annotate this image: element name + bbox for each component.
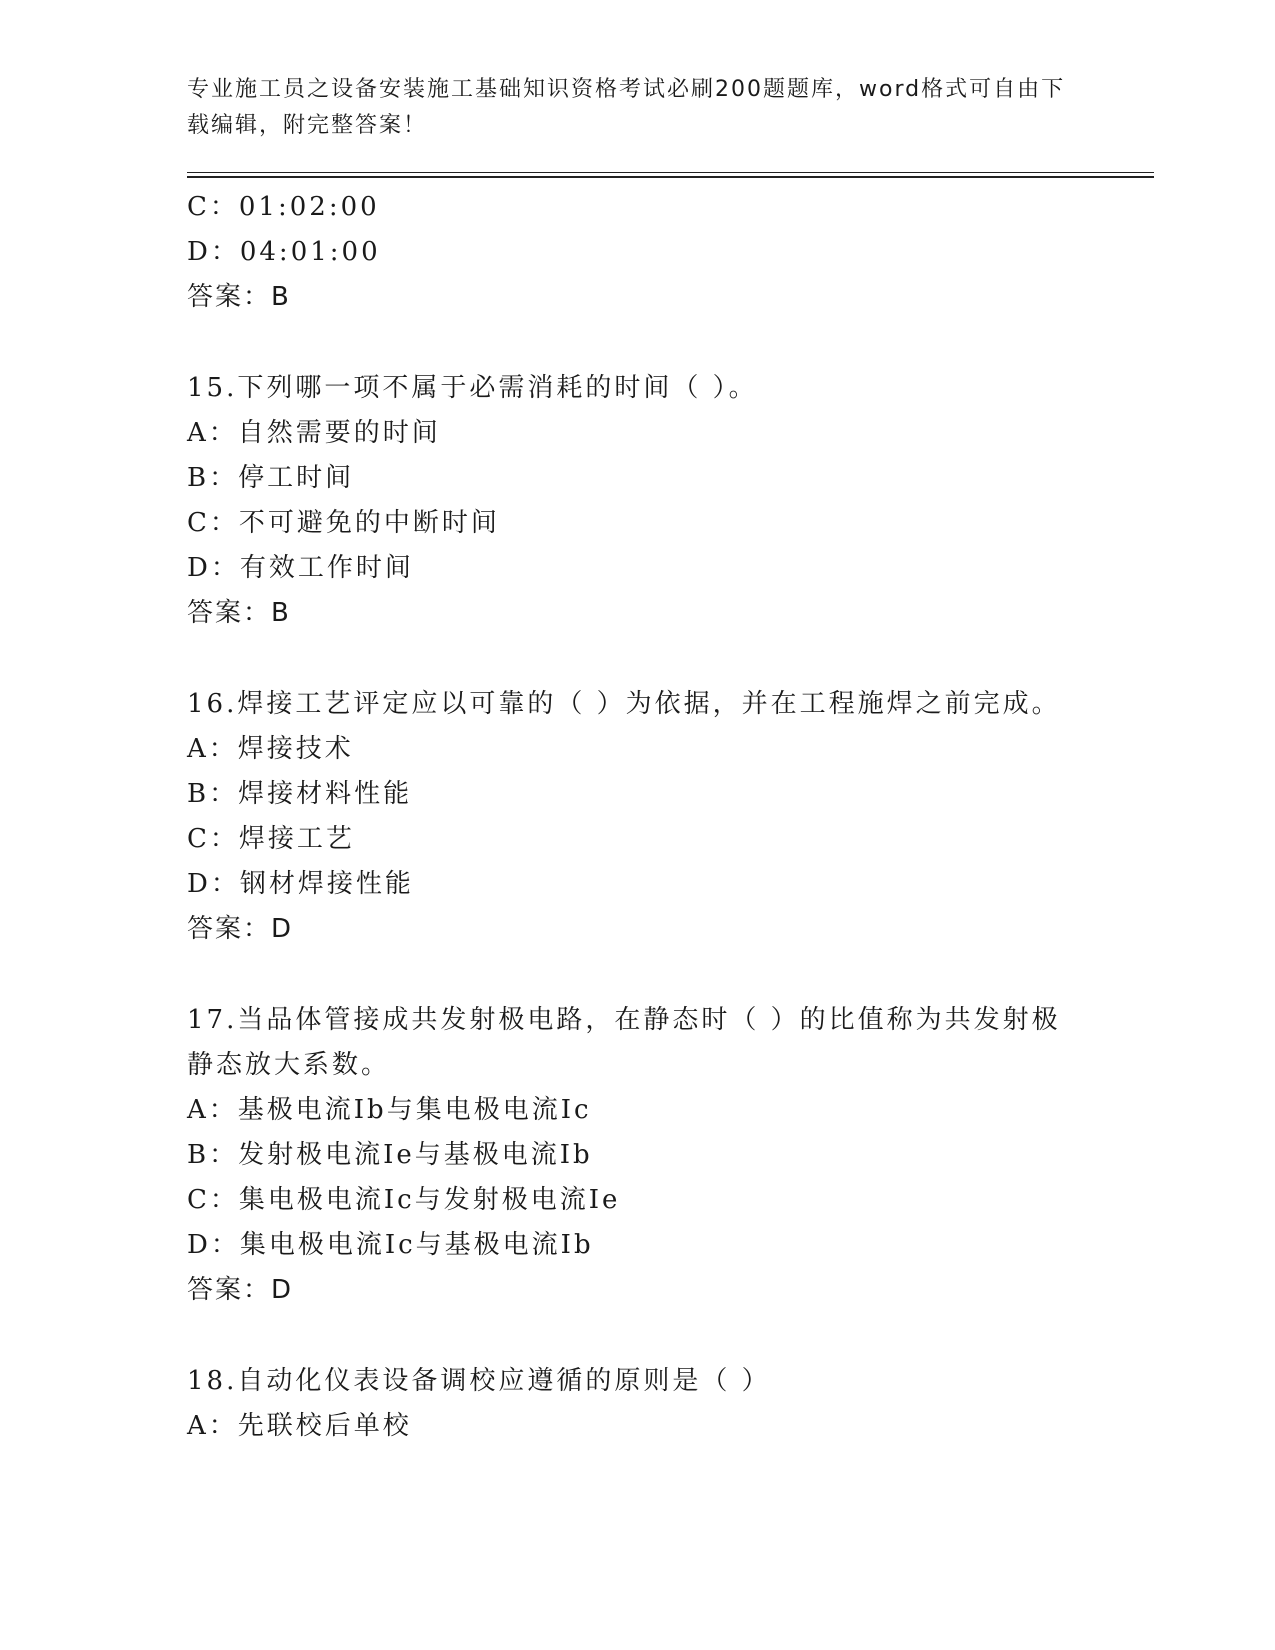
option-c: C：01:02:00	[187, 192, 380, 222]
option-b: B：发射极电流Ie与基极电流Ib	[187, 1140, 593, 1170]
question-15: 15.下列哪一项不属于必需消耗的时间（ ）。	[187, 373, 758, 403]
header-rule-thick	[187, 176, 1154, 178]
question-16: 16.焊接工艺评定应以可靠的（ ）为依据，并在工程施焊之前完成。	[187, 689, 1061, 719]
option-b: B：停工时间	[187, 463, 355, 493]
option-c: C：不可避免的中断时间	[187, 508, 500, 538]
option-a: A：焊接技术	[187, 734, 354, 764]
option-b: B：焊接材料性能	[187, 779, 413, 809]
option-d: D：04:01:00	[187, 237, 381, 267]
answer: 答案：B	[187, 598, 291, 628]
question-18: 18.自动化仪表设备调校应遵循的原则是（ ）	[187, 1366, 771, 1396]
answer: 答案：D	[187, 1275, 294, 1305]
answer: 答案：D	[187, 914, 294, 944]
document-header: 专业施工员之设备安装施工基础知识资格考试必刷200题题库，word格式可自由下载编辑，附完整答案！	[187, 77, 1066, 138]
question-17: 17.当品体管接成共发射极电路，在静态时（ ）的比值称为共发射极	[187, 1005, 1061, 1035]
answer: 答案：B	[187, 282, 291, 312]
header-rule-thin	[187, 172, 1154, 173]
question-17-cont: 静态放大系数。	[187, 1050, 391, 1080]
option-a: A：基极电流Ib与集电极电流Ic	[187, 1095, 592, 1125]
option-d: D：钢材焊接性能	[187, 869, 414, 899]
option-d: D：有效工作时间	[187, 553, 414, 583]
option-a: A：自然需要的时间	[187, 418, 441, 448]
option-a: A：先联校后单校	[187, 1411, 412, 1441]
option-d: D：集电极电流Ic与基极电流Ib	[187, 1230, 594, 1260]
option-c: C：集电极电流Ic与发射极电流Ie	[187, 1185, 621, 1215]
option-c: C：焊接工艺	[187, 824, 355, 854]
